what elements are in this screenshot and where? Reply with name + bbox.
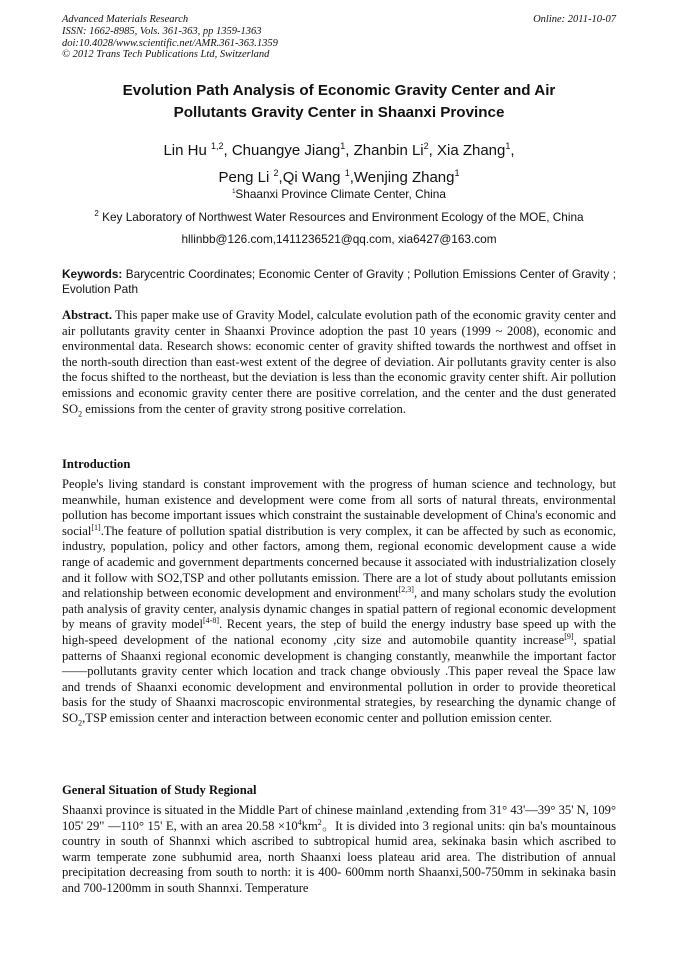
affiliation-2 — [62, 209, 616, 224]
online-date: Online: 2011-10-07 — [533, 14, 616, 25]
author-name: , Xia Zhang — [428, 142, 506, 159]
body-text: . Recent years, the step of build the energy industry base speed up with the high-speed development of the national economy ,city size and automobile quantity increase — [62, 617, 616, 647]
subscript: 2 — [78, 718, 83, 728]
author-name: , Chuangye Jiang — [223, 142, 341, 159]
doi-line: doi:10.4028/www.scientific.net/AMR.361-363.1359 — [62, 37, 278, 49]
affiliation-1 — [62, 187, 616, 201]
author-name: , Zhanbin Li — [345, 142, 424, 159]
body-text: , and many scholars study the evolution path analysis of gravity center, analysis dynamic changes in spatial pattern of regional economic development by means of gravity model — [62, 586, 616, 632]
affiliation-mark: 2 — [94, 209, 99, 218]
section-heading-study-region: General Situation of Study Regional — [62, 783, 257, 797]
affiliation-mark: 1 — [232, 189, 236, 196]
keywords-label: Keywords: — [62, 267, 123, 281]
abstract-text: emissions from the center of gravity strong positive correlation. — [82, 401, 406, 416]
author-affil-mark: 1 — [344, 168, 350, 178]
body-text: , spatial patterns of Shaanxi regional economic development is changing constantly, meanwhile the important factor——pollutants gravity center which location and track change obviously .This paper reveal the Space law and trends of Shaanxi economic development and environmental pollution in order to provide theoretical basis for the study of Shaanxi macroscopic environmental strategies, by researching the dynamic change of SO — [62, 632, 616, 725]
author-line-1 — [62, 135, 616, 162]
author-emails: hllinbb@126.com,1411236521@qq.com, xia6427@163.com — [181, 232, 497, 246]
title-line-2: Pollutants Gravity Center in Shaanxi Province — [173, 104, 505, 121]
body-text: Shaanxi province is situated in the Middle Part of chinese mainland ,extending from 31° 43'—39° 35' N, 109° 105' 29" —110° 15' E, with an area 20.58 ×10 — [62, 803, 616, 833]
author-name: ,Wenjing Zhang — [349, 169, 455, 186]
keywords-text: Barycentric Coordinates; Economic Center of Gravity ; Pollution Emissions Center of Gravity ; Evolution Path — [62, 267, 616, 296]
author-separator: , — [510, 142, 515, 159]
issn-line: ISSN: 1662-8985, Vols. 361-363, pp 1359-1363 — [62, 25, 262, 37]
body-text: .The feature of pollution spatial distribution is very complex, it can be affected by such as economic, industry, population, policy and other factors, among them, regional economic development cause a wide range of academic and government departments concerned because it associated with industrialization closely and it follow with SO2,TSP and other pollutants emission. There are a lot of study about pollutants emission and relationship between economic development and environment — [62, 523, 616, 601]
abstract-label: Abstract. — [62, 308, 113, 322]
copyright-line: © 2012 Trans Tech Publications Ltd, Switzerland — [62, 49, 270, 61]
author-name: Lin Hu — [163, 142, 211, 159]
journal-name: Advanced Materials Research — [62, 14, 189, 25]
citation: [1] — [91, 522, 101, 532]
author-affil-mark: 1 — [340, 141, 346, 151]
author-affil-mark: 1 — [454, 168, 460, 178]
title-line-1: Evolution Path Analysis of Economic Gravity Center and Air — [122, 82, 556, 99]
body-text: ,TSP emission center and interaction between economic center and pollution emission center. — [82, 710, 553, 725]
citation: [9] — [564, 631, 574, 641]
abstract-text: This paper make use of Gravity Model, calculate evolution path of the economic gravity center and air pollutants gravity center in Shaanxi Province adoption the past 10 years (1999 ~ 2008), economic and environmental data. Research shows: economic center of gravity shifted towards the northwest and offset in the north-south direction than east-west extent of the degree of deviation. Air pollutants gravity center is also the focus shifted to the northeast, but the deviation is less than the economic gravity center shift. Air pollution emissions and economic gravity center there are positive correlation, and the center and the dust generated SO — [62, 308, 616, 416]
superscript: 4 — [297, 817, 302, 827]
author-affil-mark: 1,2 — [210, 141, 224, 151]
citation: [2,3] — [398, 584, 414, 594]
section-heading-introduction: Introduction — [62, 457, 131, 471]
journal-header — [62, 14, 616, 61]
author-name: ,Qi Wang — [278, 169, 345, 186]
abstract — [62, 308, 616, 417]
body-text: km — [301, 818, 318, 833]
author-line-2 — [62, 162, 616, 189]
affiliation-text: Key Laboratory of Northwest Water Resources and Environment Ecology of the MOE, China — [98, 209, 584, 224]
citation: [4-8] — [202, 616, 219, 626]
superscript: 2 — [317, 817, 322, 827]
introduction-paragraph — [62, 477, 616, 727]
body-text: 。It is divided into 3 regional units: qin ba's mountainous country in south of Shannxi which ascribed to subtropical humid area, sekinaka basin which ascribed to warm temperate zone subhumid area, north Shaanxi loess plateau arid area. The distribution of annual precipitation decreasing from south to north: it is 400- 600mm north Shaanxi,500-750mm in sekinaka basin and 700-1200mm in south Shannxi. Temperature — [62, 818, 617, 895]
author-affil-mark: 1 — [505, 141, 511, 151]
author-affil-mark: 2 — [273, 168, 279, 178]
paper-title — [62, 80, 616, 124]
study-region-paragraph — [62, 803, 616, 897]
affiliation-text: Shaanxi Province Climate Center, China — [235, 187, 446, 201]
author-list — [62, 135, 616, 189]
author-affil-mark: 2 — [423, 141, 429, 151]
body-text: People's living standard is constant improvement with the progress of human science and technology, but meanwhile, human existence and development were come from all sorts of natural threats, environmental pollution has become important issues which constraint the sustainable development of China's economic and social — [62, 477, 616, 538]
keywords — [62, 267, 616, 297]
subscript: 2 — [78, 409, 83, 419]
author-name: Peng Li — [218, 169, 274, 186]
